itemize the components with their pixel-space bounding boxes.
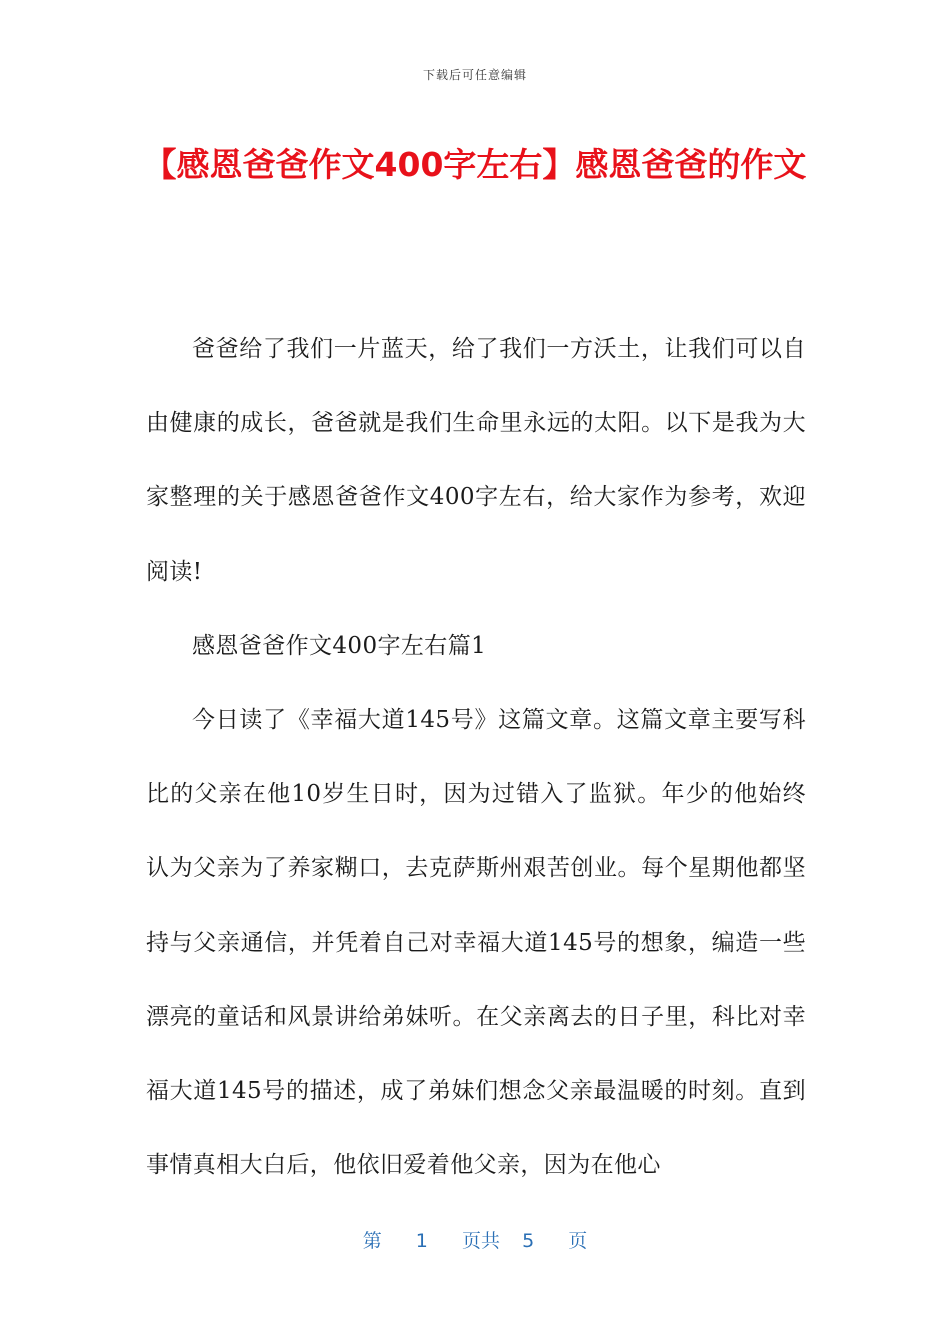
footer-total-pages: 5: [522, 1230, 535, 1252]
header-note: 下载后可任意编辑: [422, 68, 527, 82]
footer-current-page: 1: [415, 1230, 428, 1252]
body-paragraph: 今日读了《幸福大道145号》这篇文章。这篇文章主要写科比的父亲在他10岁生日时，因为过错入了监狱。年少的他始终认为父亲为了养家糊口，去克萨斯州艰苦创业。每个星期他都坚持与父亲通信，并凭着自己对幸福大道145号的想象，编造一些漂亮的童话和风景讲给弟妹听。在父亲离去的日子里，科比对幸福大道145号的描述，成了弟妹们想念父亲最温暖的时刻。直到事情真相大白后，他依旧爱着他父亲，因为在他心: [146, 707, 806, 1179]
footer-prefix: 第: [362, 1230, 382, 1252]
intro-paragraph: 爸爸给了我们一片蓝天，给了我们一方沃土，让我们可以自由健康的成长，爸爸就是我们生命里永远的太阳。以下是我为大家整理的关于感恩爸爸作文400字左右，给大家作为参考，欢迎阅读!: [146, 336, 806, 585]
page-footer: [0, 1226, 950, 1253]
document-body: [146, 312, 806, 1202]
footer-suffix: 页: [568, 1230, 588, 1252]
section-heading: 感恩爸爸作文400字左右篇1: [192, 632, 487, 659]
document-title: 【感恩爸爸作文400字左右】感恩爸爸的作文: [143, 145, 807, 184]
footer-middle: 页共: [461, 1230, 500, 1252]
